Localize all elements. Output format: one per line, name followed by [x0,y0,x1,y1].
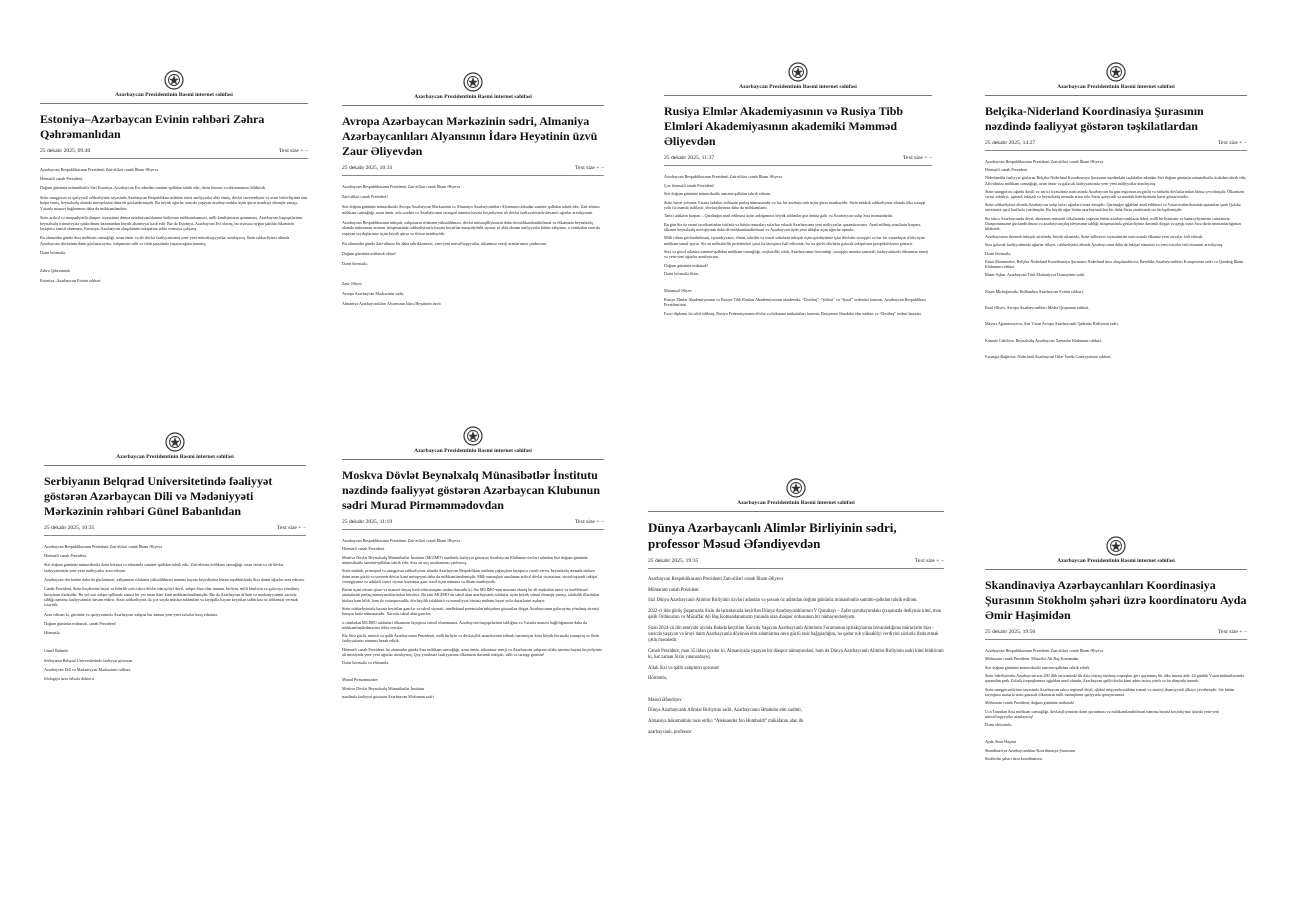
letter-paragraph: Fərəngiz Bağirova, Niderland Azərbaycan Otlar Yurdu Cəmiyyətinin rəhbəri. [985,354,1112,360]
letter-paragraph: Azərbaycan Respublikasının Prezidenti Zati-aliləri cənab İlham Əliyevə [342,538,461,543]
letter-paragraph [985,313,1247,318]
letter-paragraph: Azərbaycan Respublikasının Prezidenti Zati-aliləri cənab İlham Əliyevə [44,544,163,549]
letter-paragraph: Niderlandda fəaliyyət göstərən Belçika-Niderland Koordinasiya Şurasının nəzdindəki təşkilatlar adından Sizi doğum gününüz münasibətilə ürəkdən təbrik edir, Zati-alinizə möhkəm cansağlığı, uzun ömür və gələcək fəaliyyətinizdə yeni-yeni nailiyyətlər arzulayırıq. [985,175,1247,186]
letter-paragraph: Zaur Əliyev [342,281,362,287]
letter-paragraph: Rusiya Elmlər Akademiyasının və Rusiya Tibb Elmləri Akademiyasının akademiki, “Dostluq”, “Şöhrət” və “Şərəf” ordenləri laureatı, Azərbaycan Respublikası Prezidentinin [664,296,926,307]
site-header [985,536,1247,564]
letter-paragraph: Hörmətli cənab Prezident. [44,553,87,559]
letter-paragraph: Sizin həyat yolunuz Vətənə fədakar xidmətin parlaq nümunəsidir və hər bir azərbaycanlı üçün qürur mənbəyidir. Sizin müdrik rəhbərliyiniz altında ölkə tərəqqi yolu ilə inamla irəliləyir, dövlətçiliyimiz daha da möhkəmlənir. [664,199,926,210]
letter-paragraph: Kamalə Cəbilova, Beynəlxalq Azərbaycan Xanımlar Klubunun rəhbəri, [985,337,1103,343]
letter-paragraph: Avropa Azərbaycan Mərkəzinin sədri, [342,291,405,297]
site-header [40,70,308,98]
letter-paragraph [985,731,1247,736]
letter-paragraph: Almaniya Azərbaycanlıları Alyansının İdarə Heyətinin üzvü [342,301,441,307]
letter-paragraph: Ayda Əmir Haşimi [985,739,1017,745]
letter-paragraph: Doğum gününüz mübarək, cənab Prezident! [44,620,117,626]
letter-title: Moskva Dövlət Beynəlxalq Münasibətlər İnstitutu nəzdində fəaliyyət göstərən Azərbaycan Klubunun sədri Murad Pirməmmədovdan [342,468,601,512]
letter-meta [44,525,306,536]
letter-paragraph: Sizi doğum gününüz münasibətilə səmimi-qəlbdən təbrik edirəm. [664,191,772,196]
letter-paragraph: Azərbaycan Respublikasının Prezidenti Zati-aliləri cənab İlham Əliyevə [985,159,1104,164]
letter-date: 25 dekabr 2025, 11:19 [342,519,393,525]
letter-paragraph: Hörmətli cənab Prezident. [985,167,1028,173]
letter-paragraph: Möhtərəm cənab Prezident, Müzəffər Ali Baş Komandan. [985,656,1080,662]
letter-meta [985,629,1247,640]
text-size-control[interactable]: Text size + − [1217,140,1247,146]
letter-paragraph: Azərbaycan Respublikasının Prezidenti Zati-aliləri cənab İlham Əliyevə [664,174,783,179]
letter-body [648,577,944,736]
header-rule [664,95,932,96]
letter-paragraph: Sizin 2024-cü ilin sentyabr ayında Bakıda keçirilən Xaricdə Yaşayan Azərbaycanlı Alimlərin Forumunun iştirakçılarına ünvanladığınız müraciətin bizə - xaricdə yaşayan və ürəyi daim Azərbaycanla döyünən elm adamlarına necə güclü təsir bağışladığını, nə qədər ruh yüksəkliyi verdiyini sözlərlə ifadə etmək çətin məsələdir. [648,625,939,644]
letter-date: 25 dekabr 2025, 14:27 [985,140,1036,146]
header-rule [342,105,604,106]
letter-paragraph: İlham Aşkın, Azərbaycan Türk Mədəniyyət Dərnəyinin sədri, [985,272,1086,278]
letter-paragraph: Hörmətlə, [648,676,667,682]
letter-title: Skandinaviya Azərbaycanlıları Koordinasiya Şurasının Stokholm şəhəri üzrə koordinatoru Ayda Əmir Haşimidən [985,578,1247,622]
letter-title: Rusiya Elmlər Akademiyasının və Rusiya Tibb Elmləri Akademiyasının akademiki Məmməd Əliyevdən [664,104,904,148]
letter-page [985,62,1247,524]
letter-paragraph: Möhtərəm cənab Prezident, doğum gününüz mübarək! [985,700,1075,706]
letter-paragraph: Zəhra Qəhrəmanlı [40,268,70,274]
letter-paragraph: Azərbaycan Respublikasının Prezidenti Zati-aliləri cənab İlham Əliyevə [342,184,461,189]
letter-date: 25 dekabr 2025, 19:35 [648,558,699,564]
letter-date: 25 dekabr 2025, 11:37 [664,155,715,161]
letter-paragraph: Möhtərəm cənab Prezident. [648,587,700,593]
letter-paragraph: Hörmətli cənab Prezident. [342,546,385,552]
site-name: Azərbaycan Prezidentinin Rəsmi internet səhifəsi [414,94,532,100]
emblem-icon [164,70,184,90]
site-name: Azərbaycan Prezidentinin Rəsmi internet səhifəsi [116,454,234,460]
letter-meta [648,558,944,569]
letter-title: Dünya Azərbaycanlı Alimlər Birliyinin sədri, professor Məsud Əfəndiyevdən [648,520,897,551]
letter-paragraph: Siz təkcə Azərbaycanda deyil, dünyanın müxtəlif ölkələrində yaşayan bütün azərbaycanlıların lideri, milli birliyimizin və həmrəyliyimizin rəmzisiniz. Diasporumuzun gücləndirilməsi və azərbaycançılıq ideyasının təbliği istiqamətində göstərdiyiniz davamlı diqqət və qayğı üçün Sizə dərin minnətdarlığımızı bildiririk. [985,215,1242,232]
letter-paragraph: Hörmətlə, [44,630,61,636]
letter-paragraph: Stokholm şəhəri üzrə koordinatoru [985,755,1042,761]
header-rule [342,459,604,460]
letter-paragraph: Allah Sizi və qalib xalqımızı qorusun! [648,665,720,671]
letter-paragraph: Azərbaycan Respublikasının Prezidenti Zati-aliləri cənab İlham Əliyevə [985,648,1104,653]
letter-paragraph: Bizim üçün xüsusi qürur və mənəvi dayaq kəsb edən məqam ondan ibarətdir ki, Siz MGİMO-nun məzunu olaraq bu ali məktəbin tarixi və intellektual ənənələrini parlaq nümayəndələrindən birisiniz. Bu fakt MGİMO-da təhsil alan azərbaycanlı tələbələr üçün böyük stimul olmaqla yanaşı, tələbəlik illərindən bizlərə həm bilik, həm də vətənpərvərlik, dövlətçilik təfəkkürü və məsuliyyət hissinə mühüm həyat yolu dəyərlərini aşılayır. [342,587,599,603]
letter-paragraph: nəzdində fəaliyyət göstərən Azərbaycan Klubunun sədri [342,693,434,699]
letter-paragraph: Estoniya–Azərbaycan Evinin rəhbəri [40,277,101,283]
letter-paragraph: Sizin ardıcıl və məqsədyönlü diaspor siyasətiniz dünya azərbaycanlılarının birliyinin möhkəmlənməsi, milli kimliyimizin qorunması, Azərbaycan həqiqətlərinin beynəlxalq ictimaiyyətə çatdırılması baxımından böyük əhəmiyyət kəsb edir. Biz də Estoniya–Azərbaycan Evi olaraq, bu siyasətə uyğun şəkildə ölkəmizin layiqincə təmsil olunması, Estoniya–Azərbaycan əlaqələrinin inkişafına töhfə verməyə çalışırıq. [40,214,303,232]
letter-paragraph: Məsud Əfəndiyev [648,697,682,703]
text-size-control[interactable]: Text size + − [574,165,604,171]
letter-paragraph: Cənab Prezident, mən 35 ildən çoxdur ki, Almaniyada yaşayan bir diaspor nümayəndəsi, həm də Dünya Azərbaycanlı Alimlər Birliyinin sədri kimi bildirirəm ki, hər zaman Sizin yanınızdayıq. [648,648,944,660]
letter-paragraph: Moskva Dövlət Beynəlxalq Münasibətlər İnstitutu [342,685,425,691]
emblem-icon [786,478,806,498]
letter-paragraph: Məmməd Əliyev [664,288,692,294]
letter-meta [342,519,604,530]
letter-paragraph: Dərin ehtiramla, [985,722,1012,728]
letter-paragraph [985,330,1247,335]
letter-paragraph: Cənab Prezident, Sizin keçdiyiniz həyat və liderlik yolu təkcə dövlət idarəçiliyi deyil, xalqın Sizə olan inamın, birliyin, milli kimliyin və gələcəyə yönəlmiş baxışların ifadəsidir. Bu yol sizi xalqın qəlbində xüsusi bir yer tutan lider kimi möhkəmləndirmişdir. Biz də Azərbaycan dilinin və mədəniyyətinin xaricdə təbliği naminə fəaliyyətimizi davam etdirir, Sizin rəhbərliyiniz ilə çox sayda müsbət addımlara və layiqəllə həyata keçirilən tədbirlərə öz töhfəmizi vermək istəyirik. [44,586,299,608]
letter-body [342,538,604,699]
letter-paragraph: Zati-aliləri cənab Prezident! [342,194,388,200]
letter-body [40,167,308,283]
letter-paragraph [985,280,1247,285]
text-size-control[interactable]: Text size + − [914,558,944,564]
letter-paragraph: Doğum gününüz münasibətilə Sizi Estoniya–Azərbaycan Evi adından səmimi-qəlbdən təbrik edir, dərin hörmət və ehtiramımızı bildiririk. [40,185,267,191]
letter-date: 25 dekabr 2025, 09:40 [40,148,91,154]
letter-paragraph: Biz Sizə güclü, müasir və qalib Azərbaycanın Prezidenti, milli birliyin və dövlətçilik ənənələrinin etibarlı təminatçısı kimi böyük hörmətlə yanaşırıq və Sizin fəaliyyətinizi nümunə hesab edirik. [342,633,600,644]
letter-body [664,174,932,316]
letter-paragraph: Sizin uzaqgörənliyiniz sayəsində Azərbaycan təkcə regional deyil, qlobal miqyasda mühüm tranzit və strateji əhəmiyyətli ölkəyə çevrilmişdir. Siz bütün təryiqlərə əsasərlə sizin gənərək ölkəmizin milli maraqlarını qətiyyətlə qoruyursunuz. [985,686,1235,697]
letter-paragraph: Milli ruhun gücləndirilməsi, iqtisadiyyatın, elmin, təhsilin və sosial sahələrin inkişafı üçün gördüyünüz işlər dövlətin tərəqqisi və hər bir vətəndaşın rifahı üçün möhkəm təməl qoyur. Siz ən möhtəkirlik problemləri şərəf ilə layiqincə həll edirsiniz, bu isə güclü dövlətin gələcək inkişafının perspektivlərini göstərir. [664,235,925,246]
letter-paragraph: Uca Tanrıdan Sizə möhkəm cansağlığı, dövlətçiliyimizin daim qorunması və möhkəmləndirilməsi naminə həyata keçirdiyiniz işlərdə yeni-yeni müvəffəqiyyətlər arzulayırıq! [985,708,1220,719]
letter-paragraph: Azərbaycanın davamlı inkişafı ətrafında, böyük ailənizdə, Sizin sülhsevər siyasətinizin nəticəsində ölkəmiz yeni zirvələr fəth edəcək. [985,234,1204,240]
letter-title: Belçika-Niderland Koordinasiya Şurasının nəzdində fəaliyyət göstərən təşkilatlardan [985,104,1204,133]
letter-paragraph: Emil Əliyev, Avropa Azərbaycanlıları Media Qrupunun rəhbəri, [985,305,1090,311]
letter-paragraph: Sizi Dünya Azərbaycanlı Alimlər Birliyinin üzvləri adından və şəxsən öz adımdan doğum gününüz münasibətilə səmimi-qəlbdən təbrik edirəm. [648,598,918,604]
text-size-control[interactable]: Text size + − [902,155,932,161]
letter-paragraph: Bu əlamətdar gündə Zati-alinizə bir daha təbriklərimizi, yeni-yeni müvəffəqiyyətlər, tükənməz enerji arzularımızı çatdırıram. [342,240,547,246]
text-size-control[interactable]: Text size + − [278,148,308,154]
letter-paragraph: Dərin hörmətlə, [985,250,1011,256]
letter-paragraph: Azərbaycan dövlətinin daha da güclənməsi, xalqımızın rifahının yüksəldilməsi naminə həyata keçirdiyiniz bütün təşəbbüslərdə Sizə daimi uğurlar arzu edirəm. [44,577,305,583]
letter-paragraph [985,297,1247,302]
letter-paragraph: Sizin uzaqgörən və qətiyyətli rəhbərliyiniz sayəsində Azərbaycan Respublikası mühüm tarixi nailiyyətlər əldə etmiş, dövlət suverenliyini və ərazi bütövlüyünü tam bərpa etmiş, beynəlxalq aləmdə mövqelərini daha da gücləndirmişdir. Bu böyük uğurlar xaricdə yaşayan azərbaycanlılar üçün qürur mənbəyi olmaqla yanaşı, Vətənlə mənəvi bağlarımızı daha da möhkəmləndirir. [40,194,308,211]
site-name: Azərbaycan Prezidentinin Rəsmi internet səhifəsi [739,84,857,90]
text-size-control[interactable]: Text size + − [1217,629,1247,635]
header-rule [44,465,306,466]
letter-page [985,536,1247,848]
site-header [44,432,306,460]
letter-paragraph: Dərin hörmətlə və ehtiramla, [342,660,390,666]
letter-title: Avropa Azərbaycan Mərkəzinin sədri, Almaniya Azərbaycanlıları Alyansının İdarə Heyətinin üzvü Zaur Əliyevdən [342,114,598,158]
emblem-icon [1106,536,1126,556]
letter-paragraph: Azərbaycan Respublikasının Prezidenti Zati-aliləri cənab İlham Əliyevə [648,577,784,582]
letter-paragraph: Doğum gününüz mübarək olsun! [342,250,397,256]
letter-paragraph: azərbaycanlı, professor [648,729,692,735]
emblem-icon [165,432,185,452]
letter-page [342,72,604,410]
emblem-icon [463,426,483,446]
letter-paragraph: Azərbaycan Respublikasının Prezidenti Zati-aliləri cənab İlham Əliyevə [40,167,159,172]
site-name: Azərbaycan Prezidentinin Rəsmi internet səhifəsi [414,448,532,454]
letter-paragraph [648,687,944,693]
letter-meta [664,155,932,166]
letter-body [985,159,1247,359]
letter-paragraph: Azərbaycan Respublikasının inkişafı, xalqımızın rifahının yüksəldilməsi, dövlət müstəqilliyimizin daha da möhkəmləndirilməsi və ölkəmizin beynəlxalq aləmdə nüfuzunun artması istiqamətində rəhbərliyinizlə həyata keçirilən məqsədyönlü siyasət və əldə olunan nailiyyətlər bütün xalqımız, o cümlədən xaricdə yaşayan soydaşlarımız üçün böyük qürur və iftixar mənbəyidir. [342,219,600,236]
text-size-control[interactable]: Text size + − [574,519,604,525]
site-header [985,62,1247,90]
letter-paragraph [342,271,604,277]
letter-paragraph: Elnur Məmmədov, Belçika-Niderland Koordinasiya Şurasının Niderland üzrə əlaqələndiricisi, Benilüks Azərbaycanlıları Konqresinin sədri və Qarabağ İlham Klubunun rəhbəri, [985,258,1244,270]
letter-paragraph: Sizin uzaqgörən, uğurlu daxili və xarici siyasətiniz nəticəsində Azərbaycan bu gün regionun ən güclü və nüfuzlu dövlətlərindən birinə çevrilmişdir. Ölkəmizin siyasi sabitliyi, iqtisadi inkişafı və beynəlxalq arenada artan rolu Sizin qətiyyətli və müdrik liderliyinizin bariz göstəricisidir. [985,188,1245,200]
letter-paragraph: Tarixi ədalətin bərpası – Qarabağın azad edilməsi üçün ərdoğanınız böyük addımlar göz önünə gəlir və Azərbaycan xalqı Sizə minnətdardır. [664,213,894,219]
letter-paragraph [40,259,308,265]
letter-paragraph: Doğum gününüz mübarək! [664,262,709,268]
letter-paragraph: Günel Babanlı [44,648,68,654]
letter-paragraph [342,669,604,674]
site-header [664,62,932,90]
letter-paragraph: Çox hörmətli cənab Prezident! [664,182,715,188]
letter-paragraph [44,639,306,644]
letter-paragraph: Murad Pirməmmədov [342,677,379,683]
letter-body [44,544,306,681]
letter-paragraph: Hörmətli cənab Prezident. [40,176,83,182]
site-header [342,426,604,454]
letter-paragraph: Sizin müdrik, prinsipial və uzaqgörən rəhbərliyiniz altında Azərbaycan Respublikası mühüm çağırışlara layiqincə cavab veren, beynəlxalq arenada nüfuzu daim artan güclü və suveren dövlət kimi mövqeyini daha da möhkəmləndirmişdir. Milli maraqlara əsaslanan ardıcıl dövlət siyasətiniz, sosial-iqtisadi inkişaf strategiyanız və ədalətli xarici siyasət kursunuz gənc nəsil üçün nümunə və ilham mənbəyidir. [342,568,598,584]
letter-paragraph: Mayisə Ağamirzəyeva, Ana Vətən Avropa Azərbaycanlı Qadınlar Birliyinin sədri, [985,321,1119,327]
header-rule [648,511,944,512]
header-rule [40,103,308,104]
letter-meta [40,148,308,159]
emblem-icon [463,72,483,92]
letter-paragraph: Serbiyanın Belqrad Universitetində fəaliyyət göstərən [44,657,133,663]
letter-meta [342,165,604,176]
site-header [342,72,604,100]
letter-paragraph [664,280,932,285]
letter-paragraph [985,346,1247,351]
letter-title: Serbiyanın Belqrad Universitetində fəaliyyət göstərən Azərbaycan Dili və Mədəniyyəti Mərkəzinin rəhbəri Günel Babanlıdan [44,474,273,518]
letter-paragraph: Fəxri diplomu ilə təltif edilmiş, Rusiya Federasiyasının dövlət və hökumət mükafatları laureatı, Rusiyanın Əməkdar elm xadimi və “Dostluq” ordeni laureatı. [664,310,922,316]
letter-paragraph: Sizin liderliyinizlə Azərbaycan son 200 illik tariximizdə ilk dəfə olaraq itirilmiş torpaqları geri qaytarmış bir ölkə imzası atdı. 44 günlük Vətən müharibəsində qazanılan şanlı Zəfərlə torpaqlarımız işğaldan azad olundu, Azərbaycan qalib dövlət kimi adını tarixə yazdı və bu dünyada tanındı. [985,673,1244,684]
letter-page [40,70,308,430]
letter-paragraph: Moskva Dövlət Beynəlxalq Münasibətlər İnstitutu (MGİMO) nəzdində fəaliyyət göstərən Azərbaycan Klubunun üzvləri adından Sizi doğum gününüz münasibətilə səmimi-qəlbdən təbrik edir, Sizə ən xoş arzularımızı çatdırırıq. [342,554,588,565]
site-name: Azərbaycan Prezidentinin Rəsmi internet səhifəsi [1057,84,1175,90]
header-rule [985,95,1247,96]
letter-paragraph: Hörmətli cənab Prezident, bu əlamətdar gündə Sizə möhkəm cansağlığı, uzun ömür, tükənməz enerji və Azərbaycan xalqının rifahı naminə həyata keçirdiyiniz ali missiyada yeni-yeni uğurlar arzulayırıq. Qoy yorulmaz fəaliyyətiniz ölkəmizin davamlı inkişafı, sülh və tərəqqi gətirsin! [342,646,602,657]
letter-paragraph: Azərbaycan Dili və Mədəniyyəti Mərkəzinin rəhbəri, [44,666,132,672]
letter-meta [985,140,1247,151]
site-header [648,478,944,506]
letter-date: 25 dekabr 2025, 10:35 [44,525,95,531]
letter-paragraph: o cümlədən MGİMO tələbələri ölkəmizin layiqincə təmsil olunmasına, Azərbaycan həqiqətlərinin təbliğinə və Vətənlə mənəvi bağlılığımızın daha da möhkəmləndirilməsinə töhfə verirlər. [342,619,587,630]
letter-paragraph: Sizi doğum gününüz münasibətilə Avropa Azərbaycan Mərkəzinin və Almaniya Azərbaycanlıları Alyansının adından səmimi-qəlbdən təbrik edir, Zati-alinizə möhkəm cansağlığı, uzun ömür, ailə səadəti və Azərbaycanın tərəqqisi naminə həyata keçirdiyiniz ali dövlət fəaliyyətinizdə davamlı uğurlar arzulayıram. [342,204,600,215]
header-rule [985,569,1247,570]
letter-paragraph: Sizi doğum gününüz münasibətilə dərin hörmət və ehtiramla səmimi-qəlbdən təbrik edir, Zati-alinizə möhkəm cansağlığı, uzun ömür və ali dövlət fəaliyyətinizdə yeni-yeni nailiyyətlər arzu edirəm. [44,562,284,573]
letter-page [44,432,306,782]
letter-paragraph: Sizin rəhbərliyinizlə həyata keçirilən gənclər və təhsil siyasəti, intellektual potensialın inkişafına göstərilən diqqət Azərbaycanın gələcəyinə yönəlmiş strateji baxışın bariz nümunəsidir. Xaricdə təhsil alan gənclər, [342,605,599,617]
letter-date: 25 dekabr 2025, 10:33 [342,165,393,171]
site-name: Azərbaycan Prezidentinin Rəsmi internet səhifəsi [115,92,233,98]
site-name: Azərbaycan Prezidentinin Rəsmi internet səhifəsi [737,500,855,506]
letter-paragraph: Dünya Azərbaycanlı Alimlər Birliyinin sədri, Azərbaycanın Əməkdar elm xadimi, [648,708,802,714]
letter-paragraph: Sizə gələcək fəaliyyətinizdə uğurlar diləyir, rəhbərliyiniz altında Azərbaycanın daha da inkişaf etməsini və yeni zirvələr fəth etməsini arzulayırıq. [985,242,1224,248]
letter-paragraph: Arzu edirəm ki, gücünüz və qətiyyətinizlə Azərbaycan xalqına hər zaman yeni-yeni zəfərlər bəxş edəsiniz. [44,611,219,617]
letter-page [648,478,944,840]
letter-paragraph: 2022-ci ildə görüş Şuşamızda Sizin də iştirakınızla keçirilən Dünya Azərbaycanlılarının V Qurultayı – Zəfər qurultayımdakı çıxışınızda dediyiniz kimi, mən qalib Ordunuzun və Müzəffər Ali Baş Komandanımızın yanında olan diaspor ordusunun bir nümayəndəsiyəm. [648,609,942,621]
letter-body [985,648,1247,761]
emblem-icon [788,62,808,82]
site-name: Azərbaycan Prezidentinin Rəsmi internet səhifəsi [1057,558,1175,564]
letter-paragraph: Bu əlamətdar gündə Sizə möhkəm cansağlığı, uzun ömür və ali dövlət fəaliyyətinizdə yeni-yeni müvəffəqiyyətlər arzulayırıq. Sizin rəhbərliyiniz altında Azərbaycan dövlətinin daim güclənəcəyinə, xalqımızın sülh və rifah şəraitində yaşayacağına inanırıq. [40,235,290,246]
letter-paragraph: Dərin hörmətlə Sizin, [664,271,700,277]
emblem-icon [1106,62,1126,82]
text-size-control[interactable]: Text size + − [276,525,306,531]
letter-paragraph: filologiya üzrə fəlsəfə doktoru [44,676,94,682]
letter-paragraph: Dərin hörmətlə, [40,250,66,256]
letter-page [664,62,932,462]
letter-paragraph: Sizə və gözəl ailənizə səmimi-qəlbdən möhkəm cansağlığı, xoşbəxtlik, rifah, Azərbaycanın firavanlığı, tərəqqisi naminə səmərəli fəaliyyətinizdə tükənməz enerji və yeni-yeni uğurlar arzulayıram. [664,249,929,260]
letter-paragraph: Almaniya hökumətinin təsis etdiyi “Aleksander fon Humboldt” mükafatını alan ilk [648,718,804,724]
letter-paragraph: Sizi doğum gününüz münasibətilə səmimi-qəlbdən təbrik edirik. [985,664,1091,670]
letter-title: Estoniya–Azərbaycan Evinin rəhbəri Zəhra Qəhrəmanlıdan [40,112,265,141]
letter-paragraph: Elxan Mirbağırzadə, Hollandiya Azərbaycan Evinin rəhbəri, [985,288,1084,294]
letter-paragraph: Sizin rəhbərliyiniz altında Azərbaycan xalqı tarixi uğurlara imza atmışdır. Qarabağın işğaldan azad edilməsi və Vətən müharibəsində qazanılan şanlı Qələbə tariximize qızıl hərflərlə yazılmışdır. Bu böyük uğur bütün azərbaycanlıları bir daha Sizin ətrafınızda sıx birləşdirmişdir. [985,202,1241,213]
letter-body [342,184,604,307]
letter-page [342,426,604,836]
letter-date: 25 dekabr 2025, 19:50 [985,629,1036,635]
letter-paragraph: Dərin hörmətlə, [342,261,368,267]
letter-paragraph: Bu gün Siz öz rəsmi təcrübənizdən istifadə və bütün resursları səfərbər edərək Azərbaycana yeni nailiyyətlər qazandırırsınız. Azad edilmiş ərazilərin bərpası, ölkənin beynəlxalq mövqeyinin daha da möhkəmləndirilməsi və Azərbaycan üçün yeni üfüqlər açan uğurlar aparılır. [664,221,922,232]
letter-paragraph: Skandinaviya Azərbaycanlıları Koordinasiya Şurasının [985,747,1075,753]
